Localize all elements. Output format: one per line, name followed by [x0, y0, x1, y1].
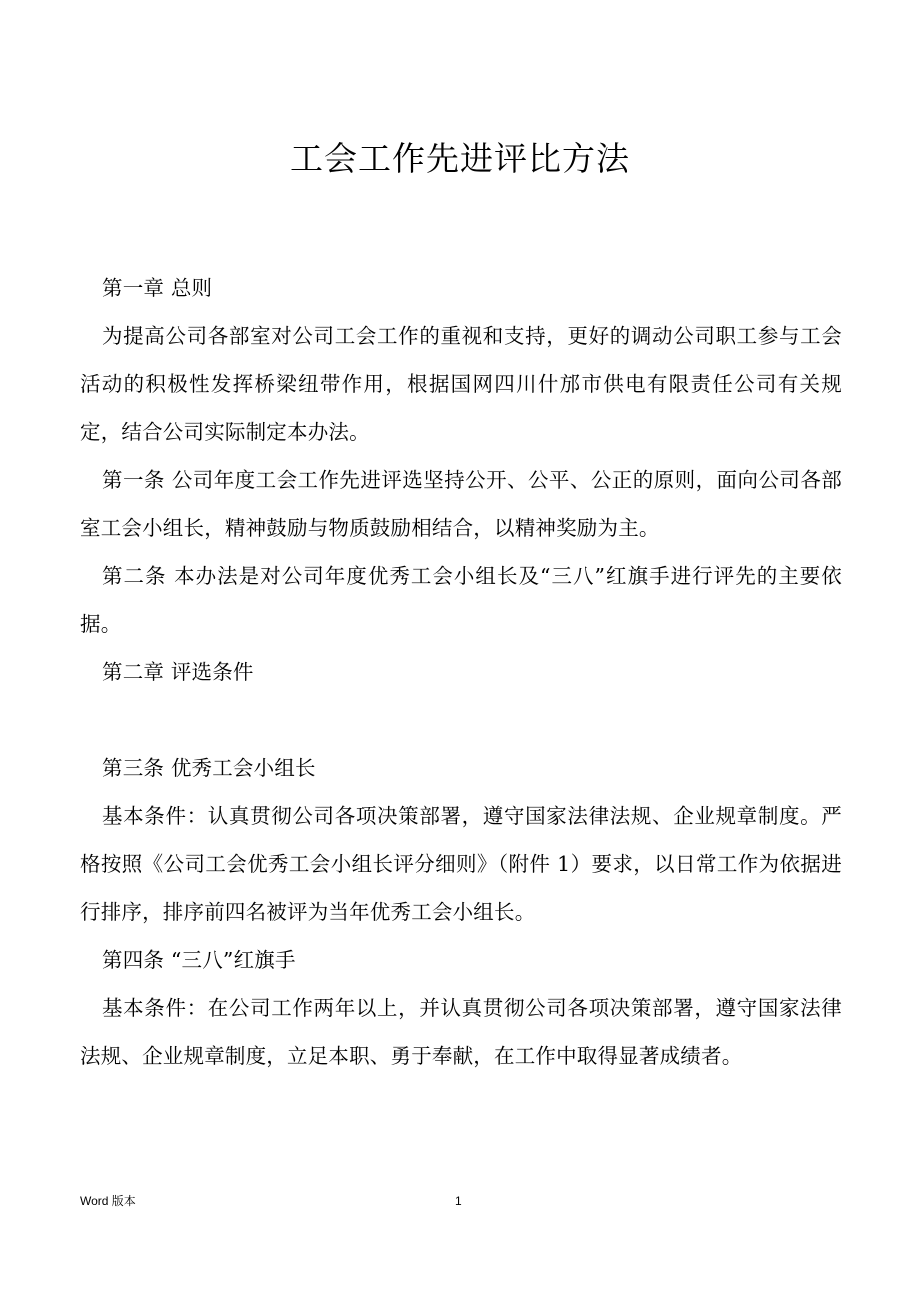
document-title: 工会工作先进评比方法 — [290, 139, 630, 178]
paragraph: 基本条件：认真贯彻公司各项决策部署，遵守国家法律法规、企业规章制度。严格按照《公司工会优秀工会小组长评分细则》（附件 1）要求，以日常工作为依据进行排序，排序前四名被评为当年优秀工会小组长。 — [80, 804, 842, 924]
document-body — [80, 264, 842, 1080]
article-paragraph: 第二条 本办法是对公司年度优秀工会小组长及“三八”红旗手进行评先的主要依据。 — [80, 564, 842, 636]
article-heading: 第四条 “三八”红旗手 — [102, 948, 296, 972]
paragraph: 基本条件：在公司工作两年以上，并认真贯彻公司各项决策部署，遵守国家法律法规、企业规章制度，立足本职、勇于奉献，在工作中取得显著成绩者。 — [80, 996, 842, 1068]
chapter-heading: 第二章 评选条件 — [102, 660, 254, 684]
page-number: 1 — [455, 1194, 462, 1208]
chapter-heading: 第一章 总则 — [102, 276, 213, 300]
article-heading: 第三条 优秀工会小组长 — [102, 756, 316, 780]
footer-version-label: Word 版本 — [80, 1194, 136, 1208]
paragraph: 为提高公司各部室对公司工会工作的重视和支持，更好的调动公司职工参与工会活动的积极性发挥桥梁纽带作用，根据国网四川什邡市供电有限责任公司有关规定，结合公司实际制定本办法。 — [80, 324, 842, 444]
article-paragraph: 第一条 公司年度工会工作先进评选坚持公开、公平、公正的原则，面向公司各部室工会小组长，精神鼓励与物质鼓励相结合，以精神奖励为主。 — [80, 468, 842, 540]
